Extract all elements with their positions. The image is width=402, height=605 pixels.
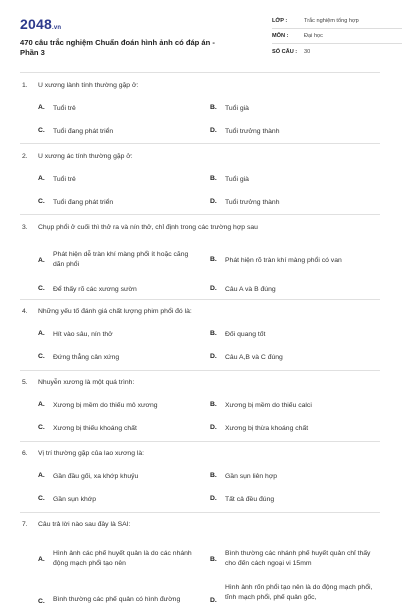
option-d[interactable]: D. Câu A và B đúng bbox=[210, 285, 276, 293]
option-a[interactable]: A. Tuổi trẻ bbox=[38, 104, 76, 112]
option-a[interactable]: A. Gần đầu gối, xa khớp khuỷu bbox=[38, 472, 139, 480]
question-text: 7. Câu trả lời nào sau đây là SAI: bbox=[22, 521, 131, 528]
question-text: 6. Vị trí thường gặp của lao xương là: bbox=[22, 450, 145, 457]
logo-main: 2048 bbox=[20, 16, 52, 32]
option-c[interactable]: C. Tuổi đang phát triển bbox=[38, 198, 114, 206]
option-d[interactable]: D. Xương bị thừa khoáng chất bbox=[210, 424, 309, 432]
question-2 bbox=[20, 153, 380, 211]
meta-value: Đại học bbox=[304, 33, 323, 39]
document-header bbox=[20, 0, 380, 68]
option-c[interactable]: C. Đứng thẳng cân xứng bbox=[38, 353, 120, 361]
divider bbox=[20, 143, 380, 144]
divider bbox=[20, 299, 380, 300]
meta-row-subject bbox=[272, 29, 402, 44]
question-3 bbox=[20, 224, 380, 294]
option-d[interactable]: D. Câu A,B và C đúng bbox=[210, 353, 283, 361]
question-5 bbox=[20, 379, 380, 437]
option-a[interactable]: A. Phát hiện dễ tràn khí màng phổi ít hoặc căng dãn phổi bbox=[38, 251, 189, 269]
question-text: 2. U xương ác tính thường gặp ở: bbox=[22, 153, 133, 160]
meta-label: SỐ CÂU : bbox=[272, 48, 298, 55]
question-text: 3. Chụp phổi ở cuối thì thở ra và nín thở, chỉ định trong các trường hợp sau bbox=[22, 224, 258, 231]
question-text: 5. Nhuyễn xương là một quá trình: bbox=[22, 379, 135, 386]
meta-row-class bbox=[272, 14, 402, 29]
option-b[interactable]: B. Xương bị mềm do thiếu calci bbox=[210, 401, 312, 409]
divider bbox=[20, 512, 380, 513]
meta-value: 30 bbox=[304, 48, 311, 55]
option-b[interactable]: B. Đối quang tốt bbox=[210, 330, 266, 338]
option-b[interactable]: B. Gần sụn liên hợp bbox=[210, 472, 278, 480]
meta-label: MÔN : bbox=[272, 33, 289, 39]
question-6 bbox=[20, 450, 380, 508]
option-a[interactable]: A. Tuổi trẻ bbox=[38, 175, 76, 183]
option-c[interactable]: C. Tuổi đang phát triển bbox=[38, 127, 114, 135]
document-meta bbox=[272, 14, 402, 59]
option-a[interactable]: A. Xương bị mềm do thiếu mô xương bbox=[38, 401, 158, 409]
divider bbox=[20, 370, 380, 371]
document-title: 470 câu trắc nghiệm Chuẩn đoán hình ảnh có đáp án - Phần 3 bbox=[20, 38, 215, 58]
option-a[interactable]: A. Hình ảnh các phế huyết quản là do các nhánh động mạch phổi tạo nên bbox=[38, 550, 192, 568]
meta-row-count bbox=[272, 44, 402, 59]
option-d[interactable]: D. Tất cả đều đúng bbox=[210, 495, 275, 503]
option-b[interactable]: B. Bình thường các nhánh phế huyết quản chỉ thấy cho đến cách ngoại vi 15mm bbox=[210, 550, 371, 568]
option-b[interactable]: B. Phát hiện rõ tràn khí màng phổi có van bbox=[210, 256, 342, 264]
option-c[interactable]: C. Để thấy rõ các xương sườn bbox=[38, 285, 137, 293]
option-a[interactable]: A. Hít vào sâu, nín thở bbox=[38, 330, 113, 338]
meta-label: LỚP : bbox=[272, 18, 288, 24]
option-c[interactable]: C. Xương bị thiếu khoáng chất bbox=[38, 424, 137, 432]
option-d[interactable]: D. Hình ảnh rốn phổi tạo nên là do động mạch phổi, tĩnh mạch phổi, phế quản gốc, bbox=[210, 584, 373, 604]
meta-value: Trắc nghiệm tổng hợp bbox=[304, 18, 359, 24]
question-4 bbox=[20, 308, 380, 366]
option-d[interactable]: D. Tuổi trưởng thành bbox=[210, 198, 280, 206]
divider bbox=[20, 441, 380, 442]
option-b[interactable]: B. Tuổi già bbox=[210, 104, 249, 112]
question-1 bbox=[20, 82, 380, 140]
option-b[interactable]: B. Tuổi già bbox=[210, 175, 249, 183]
question-text: 4. Những yếu tố đánh giá chất lượng phim phổi đó là: bbox=[22, 308, 192, 315]
logo-tld: .vn bbox=[51, 25, 62, 31]
divider bbox=[20, 214, 380, 215]
question-7 bbox=[20, 521, 380, 605]
option-c[interactable]: C. Bình thường các phế quản có hình đường bbox=[38, 596, 181, 605]
question-text: 1. U xương lành tính thường gặp ở: bbox=[22, 82, 139, 89]
option-d[interactable]: D. Tuổi trưởng thành bbox=[210, 127, 280, 135]
divider bbox=[20, 72, 380, 73]
option-c[interactable]: C. Gần sụn khớp bbox=[38, 495, 96, 503]
